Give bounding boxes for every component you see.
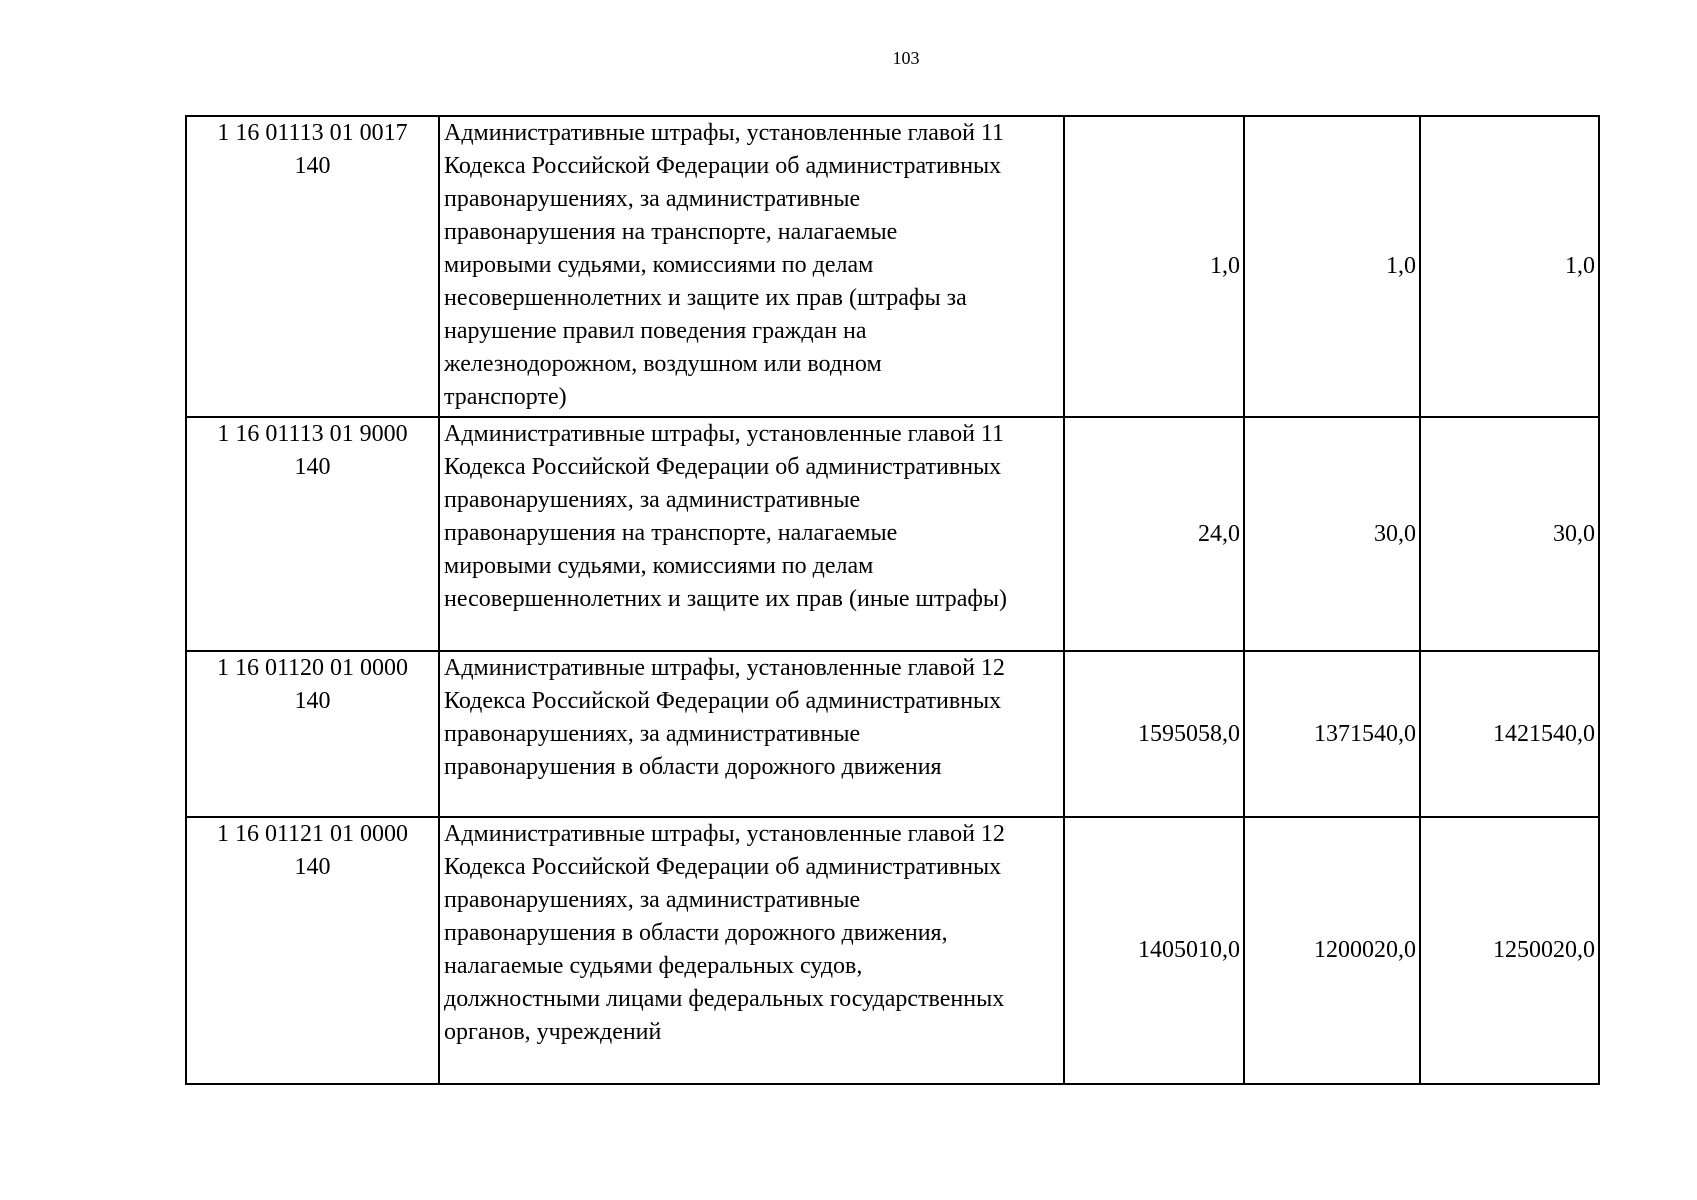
description-line: правонарушения на транспорте, налагаемые xyxy=(444,219,898,245)
description-line: органов, учреждений xyxy=(444,1019,662,1045)
value-cell: 24,0 xyxy=(1064,417,1244,651)
description-line: должностными лицами федеральных государственных xyxy=(444,986,1005,1012)
value-cell: 1200020,0 xyxy=(1244,817,1420,1084)
code-line: 140 xyxy=(294,454,331,480)
code-line: 140 xyxy=(294,153,331,179)
value-cell: 1405010,0 xyxy=(1064,817,1244,1084)
code-line: 140 xyxy=(294,854,331,880)
description-cell xyxy=(439,651,1064,817)
code-line: 1 16 01113 01 0017 xyxy=(217,120,408,146)
description-line: налагаемые судьями федеральных судов, xyxy=(444,953,863,979)
description-line: Административные штрафы, установленные главой 11 xyxy=(444,120,1005,146)
description-line: правонарушениях, за административные xyxy=(444,487,861,513)
description-cell xyxy=(439,116,1064,417)
value-cell: 1,0 xyxy=(1064,116,1244,417)
value-cell: 1595058,0 xyxy=(1064,651,1244,817)
description-line: несовершеннолетних и защите их прав (иные штрафы) xyxy=(444,586,1008,612)
code-cell xyxy=(186,417,439,651)
table-row xyxy=(186,417,1599,651)
table-body xyxy=(186,116,1599,1084)
description-line: нарушение правил поведения граждан на xyxy=(444,318,867,344)
code-line: 1 16 01113 01 9000 xyxy=(217,421,408,447)
table-row xyxy=(186,116,1599,417)
description-line: правонарушения на транспорте, налагаемые xyxy=(444,520,898,546)
description-cell xyxy=(439,817,1064,1084)
description-cell xyxy=(439,417,1064,651)
value-cell: 1,0 xyxy=(1420,116,1599,417)
value-cell: 30,0 xyxy=(1244,417,1420,651)
description-line: Кодекса Российской Федерации об административных xyxy=(444,688,1002,714)
description-line: правонарушениях, за административные xyxy=(444,721,861,747)
value-cell: 1250020,0 xyxy=(1420,817,1599,1084)
description-line: правонарушениях, за административные xyxy=(444,186,861,212)
description-line: Административные штрафы, установленные главой 12 xyxy=(444,655,1005,681)
description-line: правонарушения в области дорожного движения, xyxy=(444,920,948,946)
description-line: Кодекса Российской Федерации об административных xyxy=(444,454,1002,480)
table-row xyxy=(186,651,1599,817)
code-cell xyxy=(186,116,439,417)
value-cell: 1371540,0 xyxy=(1244,651,1420,817)
description-line: Административные штрафы, установленные главой 11 xyxy=(444,421,1005,447)
description-line: правонарушения в области дорожного движения xyxy=(444,754,942,780)
description-line: Кодекса Российской Федерации об административных xyxy=(444,153,1002,179)
code-cell xyxy=(186,817,439,1084)
value-cell: 30,0 xyxy=(1420,417,1599,651)
value-cell: 1,0 xyxy=(1244,116,1420,417)
code-line: 140 xyxy=(294,688,331,714)
description-line: правонарушениях, за административные xyxy=(444,887,861,913)
description-line: мировыми судьями, комиссиями по делам xyxy=(444,553,874,579)
description-line: несовершеннолетних и защите их прав (штрафы за xyxy=(444,285,967,311)
page-number: 103 xyxy=(892,48,920,68)
revenue-table xyxy=(185,115,1600,1085)
description-line: Административные штрафы, установленные главой 12 xyxy=(444,821,1005,847)
description-line: железнодорожном, воздушном или водном xyxy=(444,351,882,377)
code-cell xyxy=(186,651,439,817)
description-line: мировыми судьями, комиссиями по делам xyxy=(444,252,874,278)
value-cell: 1421540,0 xyxy=(1420,651,1599,817)
description-line: Кодекса Российской Федерации об административных xyxy=(444,854,1002,880)
table-row xyxy=(186,817,1599,1084)
code-line: 1 16 01120 01 0000 xyxy=(216,655,409,681)
description-line: транспорте) xyxy=(444,384,567,410)
code-line: 1 16 01121 01 0000 xyxy=(216,821,409,847)
